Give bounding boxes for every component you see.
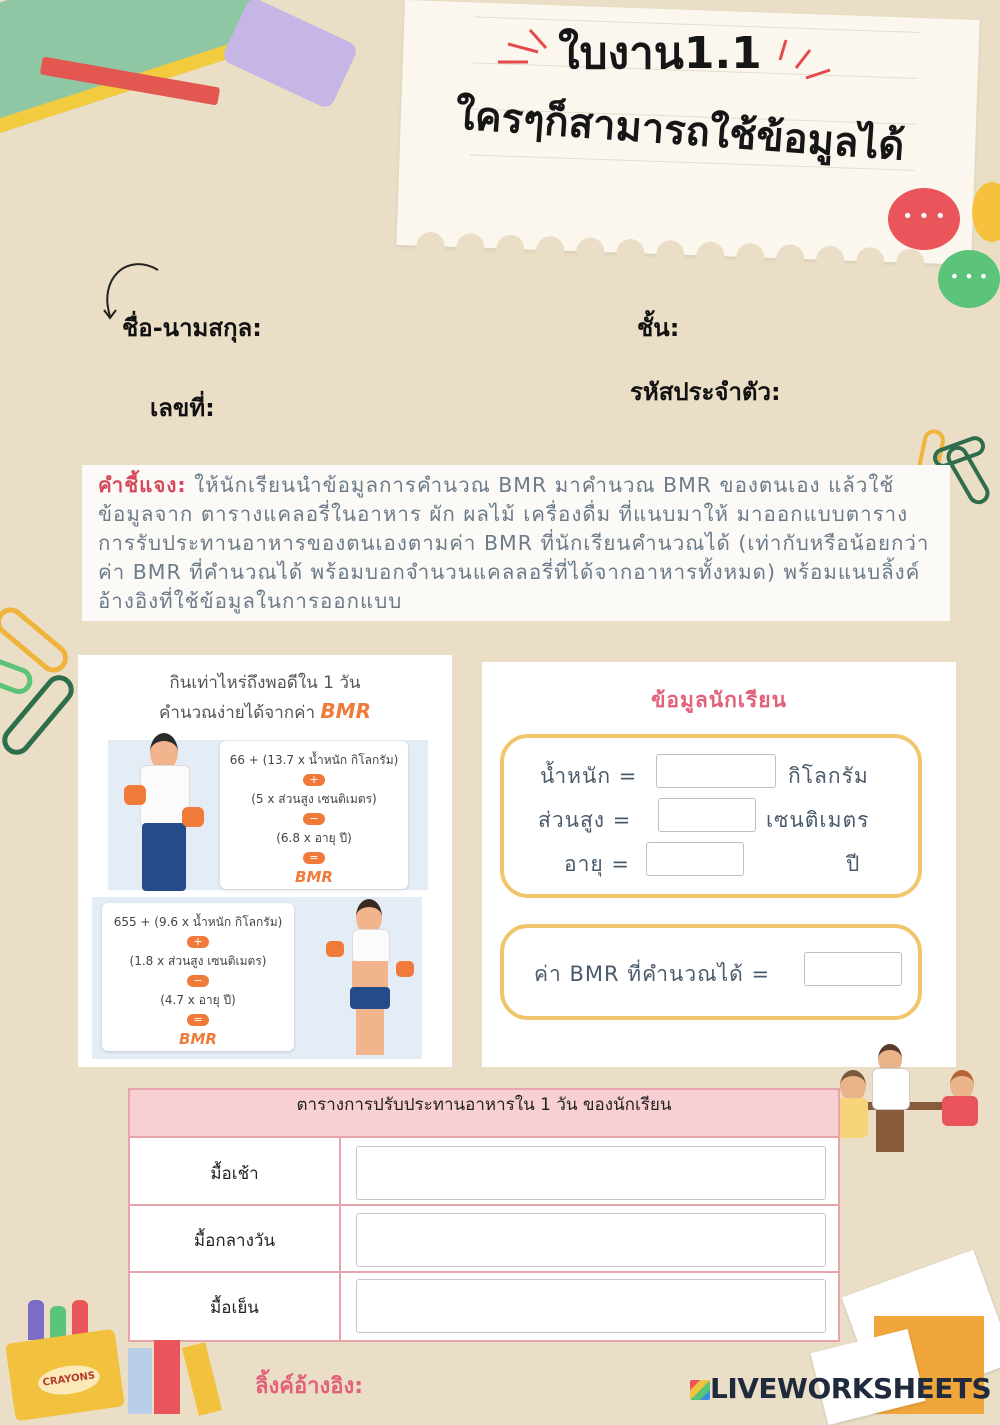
age-unit: ปี <box>846 852 861 876</box>
weight-label: น้ำหนัก = <box>540 764 638 788</box>
reference-link-label: ลิ้งค์อ้างอิง: <box>255 1374 364 1399</box>
crayon-box-label: CRAYONS <box>36 1362 101 1398</box>
infographic-heading-line1: กินเท่าไหร่ถึงพอดีใน 1 วัน <box>169 673 361 693</box>
infographic-heading-line2: คำนวณง่ายได้จากค่า BMR <box>159 699 371 723</box>
meal-label-dinner: มื้อเย็น <box>210 1298 259 1318</box>
meal-table-title: ตารางการปรับประทานอาหารใน 1 วัน ของนักเรียน <box>130 1090 838 1136</box>
male-equals-badge: = <box>303 852 325 864</box>
crayon-box-illustration <box>10 1300 120 1414</box>
female-equals-badge: = <box>187 1014 209 1026</box>
male-result: BMR <box>295 868 333 886</box>
meal-label-lunch: มื้อกลางวัน <box>193 1231 276 1251</box>
instructions-lead: คำชี้แจง: <box>98 473 187 497</box>
male-term3: (6.8 x อายุ ปี) <box>276 831 352 845</box>
speech-bubble-green-icon: • • • <box>938 250 1000 308</box>
instructions-text: ให้นักเรียนนำข้อมูลการคำนวณ BMR มาคำนวณ BMR ของตนเอง แล้วใช้ข้อมูลจาก ตารางแคลอรี่ในอาหาร ผัก ผลไม้ เครื่องดื่ม ที่แนบมาให้ มาออกแบบตารางการรับประทานอาหารของตนเองตามค่า BMR ที่นักเรียนคำนวณได้ (เท่ากับหรือน้อยกว่าค่า BMR ที่คำนวณได้ พร้อมบอกจำนวนแคลลอรี่ที่ได้จากอาหารทั้งหมด) พร้อมแนบลิ้งค์อ้างอิงที่ใช้ข้อมูลในการออกแบบ <box>98 473 930 613</box>
name-label: ชื่อ-นามสกุล: <box>122 314 262 342</box>
male-formula-card <box>220 741 408 889</box>
student-info-heading: ข้อมูลนักเรียน <box>651 688 787 712</box>
liveworksheets-logo <box>690 1372 991 1405</box>
female-term1: 655 + (9.6 x น้ำหนัก กิโลกรัม) <box>113 915 283 929</box>
page-title: ใบงาน1.1 <box>558 28 762 79</box>
weight-input[interactable] <box>656 754 776 788</box>
male-minus-badge: − <box>303 813 325 825</box>
bmr-infographic <box>78 655 452 1067</box>
height-label: ส่วนสูง = <box>538 808 632 832</box>
male-figure-illustration <box>118 733 218 893</box>
height-unit: เซนติเมตร <box>766 808 870 832</box>
liveworksheets-mark-icon <box>690 1380 710 1400</box>
female-figure-illustration <box>326 899 416 1059</box>
student-info-panel <box>482 662 956 1067</box>
speech-bubble-yellow-icon <box>972 182 1000 242</box>
age-label: อายุ = <box>564 852 630 876</box>
male-term1: 66 + (13.7 x น้ำหนัก กิโลกรัม) <box>229 753 399 767</box>
instructions-box <box>82 465 950 621</box>
page-subtitle: ใครๆก็สามารถใช้ข้อมูลได้ <box>453 92 906 170</box>
female-term3: (4.7 x อายุ ปี) <box>160 993 236 1007</box>
bmr-result-input[interactable] <box>804 952 902 986</box>
bmr-result-box <box>500 924 922 1020</box>
liveworksheets-wordmark: LIVEWORKSHEETS <box>710 1372 992 1405</box>
meeting-people-illustration <box>826 1040 1000 1156</box>
paperclip-left-decoration <box>0 600 90 770</box>
binders-illustration <box>128 1340 238 1414</box>
speech-bubble-red-icon: • • • <box>888 188 960 250</box>
age-input[interactable] <box>646 842 744 876</box>
height-input[interactable] <box>658 798 756 832</box>
meal-plan-table <box>128 1088 840 1342</box>
bmr-result-label: ค่า BMR ที่คำนวณได้ = <box>534 962 771 986</box>
student-id-label: รหัสประจำตัว: <box>630 378 781 406</box>
male-term2: (5 x ส่วนสูง เซนติเมตร) <box>251 792 377 806</box>
lunch-input[interactable] <box>356 1213 826 1267</box>
female-minus-badge: − <box>187 975 209 987</box>
eraser-decoration <box>221 0 359 110</box>
breakfast-input[interactable] <box>356 1146 826 1200</box>
female-term2: (1.8 x ส่วนสูง เซนติเมตร) <box>129 954 267 968</box>
number-label: เลขที่: <box>150 394 215 422</box>
weight-unit: กิโลกรัม <box>788 764 869 788</box>
meal-label-breakfast: มื้อเช้า <box>210 1164 259 1184</box>
class-label: ชั้น: <box>637 314 680 342</box>
measurement-box <box>500 734 922 898</box>
female-plus-badge: + <box>187 936 209 948</box>
female-result: BMR <box>179 1030 217 1048</box>
female-formula-card <box>102 903 294 1051</box>
infographic-heading-highlight: BMR <box>320 699 371 723</box>
male-plus-badge: + <box>303 774 325 786</box>
dinner-input[interactable] <box>356 1279 826 1333</box>
